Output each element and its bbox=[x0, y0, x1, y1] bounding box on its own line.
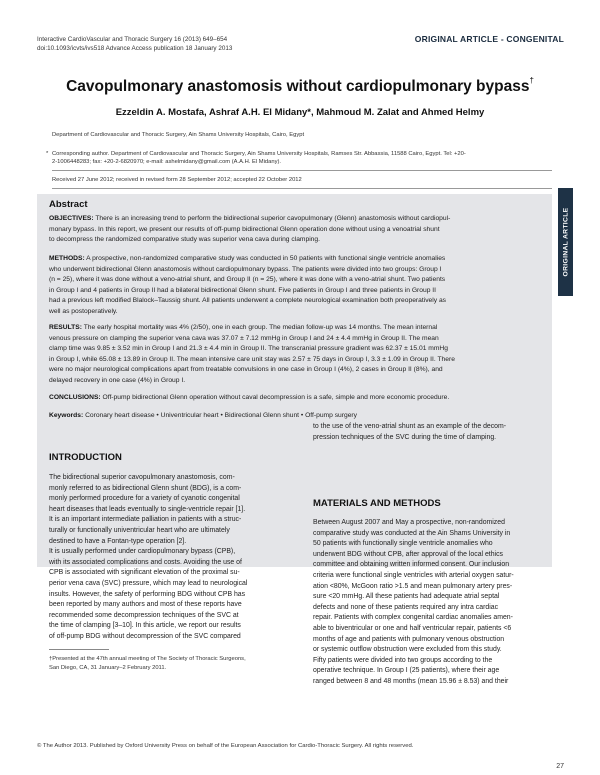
author-list: Ezzeldin A. Mostafa, Ashraf A.H. El Midany*, Mahmoud M. Zalat and Ahmed Helmy bbox=[115, 107, 485, 118]
keywords: Keywords: Coronary heart disease • Univentricular heart • Bidirectional Glenn shunt • Off-pump surgery bbox=[49, 412, 357, 419]
introduction-body: The bidirectional superior cavopulmonary anastomosis, com- monly referred to as bidirectional Glenn shunt (BDG), is a com- monly performed procedure for a variety of cyanotic congenital heart diseases that leads eventually to single-ventricle repair [1]. It is an important intermediate palliation in patients with a struc- turally or functionally univentricular heart who are ultimately destined to have a Fontan-type operation [2]. It is usually performed under cardiopulmonary bypass (CPB), with its associated complications and costs. Avoiding the use of CPB is associated with significant elevation of the proximal su- perior vena cava (SVC) pressure, which may lead to neurological insults. However, the safety of performing BDG without CPB has been reported by many authors and most of these reports have recommended some decompression techniques of the SVC at the time of clamping [3–10]. In this article, we report our results of off-pump BDG without decompression of the SVC compared bbox=[49, 474, 248, 640]
abstract-objectives: OBJECTIVES: There is an increasing trend to perform the bidirectional superior cavopulmonary (Glenn) anastomosis without cardiopul- monary bypass. In this report, we present our results of off-pump bidirectional Glenn operation done without using a venoatrial shunt to decompress the randomized comparative study was superior vena cava during clamping. bbox=[49, 215, 451, 243]
introduction-continued: to the use of the veno-atrial shunt as an example of the decom- pression techniques of the SVC during the time of clamping. bbox=[313, 423, 507, 441]
methods-body: Between August 2007 and May a prospective, non-randomized comparative study was conducted at the Ain Shams University in 50 patients with functionally single ventricle anomalies who underwent BDG without CPB, after approval of the local ethics committee and obtaining written informed consent. Our inclusion criteria were functional single ventricles with arterial oxygen satur- ation <80%, McGoon ratio >1.5 and mean pulmonary artery pres- sure <20 mmHg. All these patients had adequate atrial septal defects and none of these patients required any intra cardiac repair. Patients with complex congenital cardiac anomalies amen- able to biventricular or one and half ventricular repair, patients <6 months of age and patients with pulmonary venous obstruction or systemic outflow obstruction were excluded from this study. Fifty patients were divided into two groups according to the operative technique. In Group I (25 patients), where their age ranged between 8 and 48 months (mean 15.96 ± 8.53) and their bbox=[313, 519, 514, 685]
original-article-side-tab: ORIGINAL ARTICLE bbox=[558, 188, 573, 296]
corresponding-star: * bbox=[46, 151, 49, 157]
abstract-conclusions: CONCLUSIONS: Off-pump bidirectional Glenn operation without caval decompression is a safe, simple and more economic procedure. bbox=[49, 394, 450, 401]
corresponding-author: * Corresponding author. Department of Cardiovascular and Thoracic Surgery, Ain Shams University Hospitals, Ramses Str. Abbassia, 11588 Cairo, Egypt. Tel: +20- 2-1006448283; fax: +20-2-6820970; e-mail: ashelmidany@gmail.com (A.A.H. El Midany). bbox=[46, 151, 466, 166]
footnote-divider bbox=[49, 649, 109, 650]
abstract-methods: METHODS: A prospective, non-randomized comparative study was conducted in 50 patients with functional single ventricle anomalies who underwent bidirectional Glenn anastomosis without cardiopulmonary bypass. The patients were divided into two groups: Group I (n = 25), where it was done without a veno-atrial shunt, and Group II (n = 25), where it was done with a veno-atrial shunt. Two patients in Group I and 4 patients in Group II had a bilateral bidirectional Glenn shunt. Five patients in Group I and three patients in Group II had a previous left modified Blalock–Taussig shunt. All patients underwent a complete neurological examination both preoperatively as well as postoperatively. bbox=[49, 255, 447, 315]
abstract-results: RESULTS: The early hospital mortality was 4% (2/50), one in each group. The median follow-up was 14 months. The mean internal venous pressure on clamping the superior vena cava was 37.07 ± 7.12 mmHg in Group I and 24 ± 4.4 mmHg in Group II. The mean clamp time was 9.85 ± 3.52 min in Group I and 21.3 ± 4.4 min in Group II. The transcranial pressure gradient was 62.37 ± 15.01 mmHg in Group I, while 65.08 ± 13.89 in Group II. The mean intensive care unit stay was 2.57 ± 75 days in Group I, 3.3 ± 1.09 in Group II. There were no major neurological complications apart from treatable convulsions in one case in Group I (4%), 2 cases in Group II (8%), and delayed recovery in one case (4%) in Group I. bbox=[49, 324, 455, 384]
divider bbox=[52, 188, 552, 189]
abstract-heading: Abstract bbox=[49, 199, 88, 210]
received-dates: Received 27 June 2012; received in revised form 28 September 2012; accepted 22 October 2012 bbox=[52, 177, 302, 183]
doi-line: doi:10.1093/icvts/ivs518 Advance Access publication 18 January 2013 bbox=[37, 45, 233, 52]
section-label: ORIGINAL ARTICLE - CONGENITAL bbox=[414, 34, 564, 44]
methods-heading: MATERIALS AND METHODS bbox=[313, 498, 441, 509]
introduction-heading: INTRODUCTION bbox=[49, 452, 122, 463]
journal-citation: Interactive CardioVascular and Thoracic Surgery 16 (2013) 649–654 bbox=[37, 36, 228, 43]
article-title: Cavopulmonary anastomosis without cardiopulmonary bypass† bbox=[66, 76, 534, 96]
title-footnote-mark: † bbox=[529, 76, 534, 85]
footnote: †Presented at the 47th annual meeting of The Society of Thoracic Surgeons, San Diego, CA, 31 January–2 February 2011. bbox=[49, 656, 246, 671]
affiliation: Department of Cardiovascular and Thoracic Surgery, Ain Shams University Hospitals, Cairo, Egypt bbox=[52, 132, 305, 138]
divider bbox=[52, 170, 552, 171]
copyright-notice: © The Author 2013. Published by Oxford University Press on behalf of the European Association for Cardio-Thoracic Surgery. All rights reserved. bbox=[37, 743, 414, 749]
page-number: 27 bbox=[556, 763, 564, 770]
